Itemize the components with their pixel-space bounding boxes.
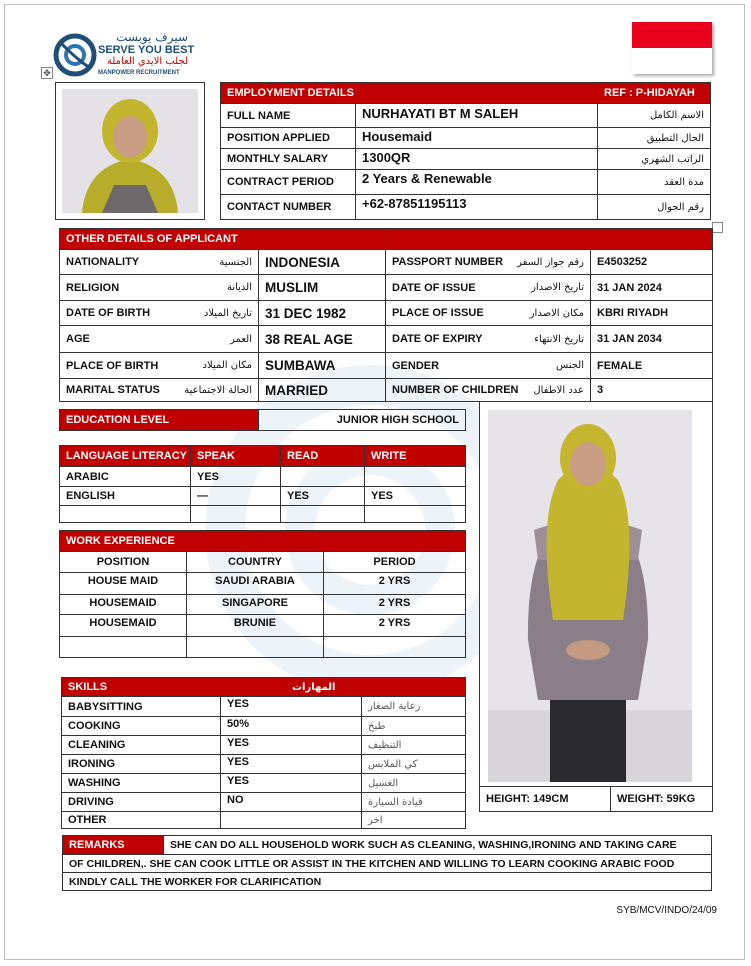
work-position: HOUSEMAID: [59, 614, 187, 637]
language-skill-value: [280, 505, 365, 523]
work-position: [59, 636, 187, 658]
contact-ar: رقم الجوال: [597, 194, 711, 220]
other-right-label-cell: [385, 274, 591, 301]
skill-name: CLEANING: [61, 735, 221, 755]
language-name: ENGLISH: [59, 486, 191, 506]
other-right-label: PLACE OF ISSUE: [392, 307, 484, 319]
other-right-label-ar: تاريخ الاصدار: [531, 282, 584, 293]
other-left-label: AGE: [66, 333, 90, 345]
skill-name: BABYSITTING: [61, 696, 221, 717]
applicant-portrait-photo: [55, 82, 205, 220]
skill-value: NO: [220, 792, 362, 812]
company-subtitle: MANPOWER RECRUITMENT: [98, 70, 180, 76]
logo-mark-icon: [52, 30, 98, 80]
other-left-label: NATIONALITY: [66, 256, 140, 268]
skill-name: COOKING: [61, 716, 221, 736]
remarks-label: REMARKS: [62, 835, 164, 855]
other-left-label-cell: [59, 352, 259, 379]
company-logo: [52, 30, 195, 80]
work-position: HOUSE MAID: [59, 572, 187, 595]
other-right-label-cell: [385, 352, 591, 379]
contract-value: 2 Years & Renewable: [355, 169, 598, 195]
other-right-label-cell: [385, 249, 591, 275]
skill-name: WASHING: [61, 773, 221, 793]
other-left-label-cell: [59, 249, 259, 275]
other-right-value: E4503252: [590, 249, 713, 275]
salary-value: 1300QR: [355, 148, 598, 170]
work-country: SINGAPORE: [186, 594, 324, 615]
language-name: ARABIC: [59, 466, 191, 487]
work-experience-header: WORK EXPERIENCE: [59, 530, 264, 552]
height-value: HEIGHT: 149CM: [479, 786, 611, 812]
skill-value: 50%: [220, 716, 362, 736]
table-resize-handle[interactable]: [712, 222, 723, 233]
skill-name-ar: الغسيل: [361, 773, 466, 793]
company-arabic-name: سيرف يوبست: [116, 30, 188, 44]
other-left-value: SUMBAWA: [258, 352, 386, 379]
skill-name-ar: رعاية الصغار: [361, 696, 466, 717]
salary-label: MONTHLY SALARY: [220, 148, 356, 170]
skill-value: YES: [220, 696, 362, 717]
other-left-label: MARITAL STATUS: [66, 384, 160, 396]
other-left-label-ar: الجنسية: [219, 256, 252, 268]
position-ar: الحال التطبيق: [597, 127, 711, 149]
language-skill-value: YES: [280, 486, 365, 506]
skill-value: [220, 811, 362, 829]
skill-name: IRONING: [61, 754, 221, 774]
language-name: [59, 505, 191, 523]
country-column-header: COUNTRY: [186, 551, 324, 573]
skill-name: OTHER: [61, 811, 221, 829]
write-header: WRITE: [364, 445, 466, 467]
other-left-label-cell: [59, 274, 259, 301]
other-right-label-ar: مكان الاصدار: [529, 307, 584, 319]
other-left-label-ar: مكان الميلاد: [202, 360, 252, 371]
other-left-label-cell: [59, 378, 259, 402]
other-left-value: 31 DEC 1982: [258, 300, 386, 326]
other-left-label: DATE OF BIRTH: [66, 307, 151, 319]
other-right-label: NUMBER OF CHILDREN: [392, 384, 519, 396]
skill-name-ar: اخر: [361, 811, 466, 829]
other-right-value: FEMALE: [590, 352, 713, 379]
other-left-label-ar: الحالة الاجتماعية: [184, 384, 252, 396]
other-left-value: MUSLIM: [258, 274, 386, 301]
position-label: POSITION APPLIED: [220, 127, 356, 149]
work-period: 2 YRS: [323, 614, 466, 637]
education-value: JUNIOR HIGH SCHOOL: [258, 409, 466, 431]
work-country: BRUNIE: [186, 614, 324, 637]
other-right-label-ar: الجنس: [555, 360, 584, 371]
skill-value: YES: [220, 754, 362, 774]
other-details-header-right: [385, 228, 713, 250]
other-right-label: PASSPORT NUMBER: [392, 256, 504, 268]
weight-value: WEIGHT: 59KG: [610, 786, 713, 812]
skill-name-ar: التنظيف: [361, 735, 466, 755]
other-right-label-cell: [385, 300, 591, 326]
work-period: 2 YRS: [323, 594, 466, 615]
table-move-handle-icon[interactable]: ✥: [41, 67, 53, 79]
other-right-label-ar: عدد الاطفال: [533, 384, 584, 396]
other-left-value: 38 REAL AGE: [258, 325, 386, 353]
remarks-line-2: OF CHILDREN,. SHE CAN COOK LITTLE OR ASSIST IN THE KITCHEN AND WILLING TO LEARN COOKING ARABIC FOOD: [62, 854, 712, 873]
other-right-label: DATE OF EXPIRY: [392, 333, 483, 345]
applicant-full-body-photo: [479, 401, 713, 787]
language-skill-value: [364, 466, 466, 487]
language-skill-value: YES: [364, 486, 466, 506]
read-header: READ: [280, 445, 365, 467]
employment-header: EMPLOYMENT DETAILS: [220, 82, 598, 104]
other-right-value: 3: [590, 378, 713, 402]
other-left-label-cell: [59, 300, 259, 326]
work-country: [186, 636, 324, 658]
work-period: 2 YRS: [323, 572, 466, 595]
position-value: Housemaid: [355, 127, 598, 149]
salary-ar: الراتب الشهري: [597, 148, 711, 170]
contact-label: CONTACT NUMBER: [220, 194, 356, 220]
remarks-line-3: KINDLY CALL THE WORKER FOR CLARIFICATION: [62, 872, 712, 891]
skill-value: YES: [220, 773, 362, 793]
other-right-label: DATE OF ISSUE: [392, 281, 476, 294]
company-name: SERVE YOU BEST: [98, 44, 195, 56]
remarks-line-1: SHE CAN DO ALL HOUSEHOLD WORK SUCH AS CLEANING, WASHING,IRONING AND TAKING CARE: [163, 835, 712, 855]
skills-header: SKILLS: [61, 677, 286, 697]
employment-ref: REF : P-HIDAYAH: [597, 82, 711, 104]
full-name-label: FULL NAME: [220, 103, 356, 128]
language-skill-value: YES: [190, 466, 281, 487]
contract-ar: مدة العقد: [597, 169, 711, 195]
footer-reference-code: SYB/MCV/INDO/24/09: [616, 905, 717, 916]
skills-header-ar: المهارات: [285, 677, 466, 697]
work-period: [323, 636, 466, 658]
skill-value: YES: [220, 735, 362, 755]
other-left-label: PLACE OF BIRTH: [66, 359, 159, 372]
indonesia-flag: [632, 22, 712, 74]
language-skill-value: [364, 505, 466, 523]
skill-name-ar: طبخ: [361, 716, 466, 736]
work-experience-header-right: [263, 530, 466, 552]
other-left-value: INDONESIA: [258, 249, 386, 275]
other-right-label-ar: تاريخ الانتهاء: [534, 333, 584, 345]
contact-value: +62-87851195113: [355, 194, 598, 220]
other-right-label-cell: [385, 378, 591, 402]
work-country: SAUDI ARABIA: [186, 572, 324, 595]
language-skill-value: [190, 505, 281, 523]
language-skill-value: —: [190, 486, 281, 506]
period-column-header: PERIOD: [323, 551, 466, 573]
position-column-header: POSITION: [59, 551, 187, 573]
other-right-value: 31 JAN 2024: [590, 274, 713, 301]
other-left-value: MARRIED: [258, 378, 386, 402]
skill-name-ar: قيادة السيارة: [361, 792, 466, 812]
company-arabic-subtitle: لجلب الايدي العاملة: [106, 56, 188, 67]
language-header: LANGUAGE LITERACY: [59, 445, 191, 467]
full-name-ar: الاسم الكامل: [597, 103, 711, 128]
work-position: HOUSEMAID: [59, 594, 187, 615]
other-details-header: OTHER DETAILS OF APPLICANT: [59, 228, 386, 250]
other-right-value: KBRI RIYADH: [590, 300, 713, 326]
skill-name: DRIVING: [61, 792, 221, 812]
other-left-label: RELIGION: [66, 281, 120, 294]
speak-header: SPEAK: [190, 445, 281, 467]
language-skill-value: [280, 466, 365, 487]
other-right-label-ar: رقم جواز السفر: [517, 256, 584, 268]
other-right-value: 31 JAN 2034: [590, 325, 713, 353]
portrait-figure: [62, 89, 198, 213]
other-left-label-cell: [59, 325, 259, 353]
education-label: EDUCATION LEVEL: [59, 409, 259, 431]
other-left-label-ar: العمر: [230, 333, 252, 345]
skill-name-ar: كي الملابس: [361, 754, 466, 774]
full-name-value: NURHAYATI BT M SALEH: [355, 103, 598, 128]
other-right-label-cell: [385, 325, 591, 353]
other-right-label: GENDER: [392, 359, 440, 372]
other-left-label-ar: تاريخ الميلاد: [203, 307, 252, 319]
other-left-label-ar: الديانة: [226, 282, 252, 293]
contract-label: CONTRACT PERIOD: [220, 169, 356, 195]
full-body-figure: [488, 410, 692, 782]
